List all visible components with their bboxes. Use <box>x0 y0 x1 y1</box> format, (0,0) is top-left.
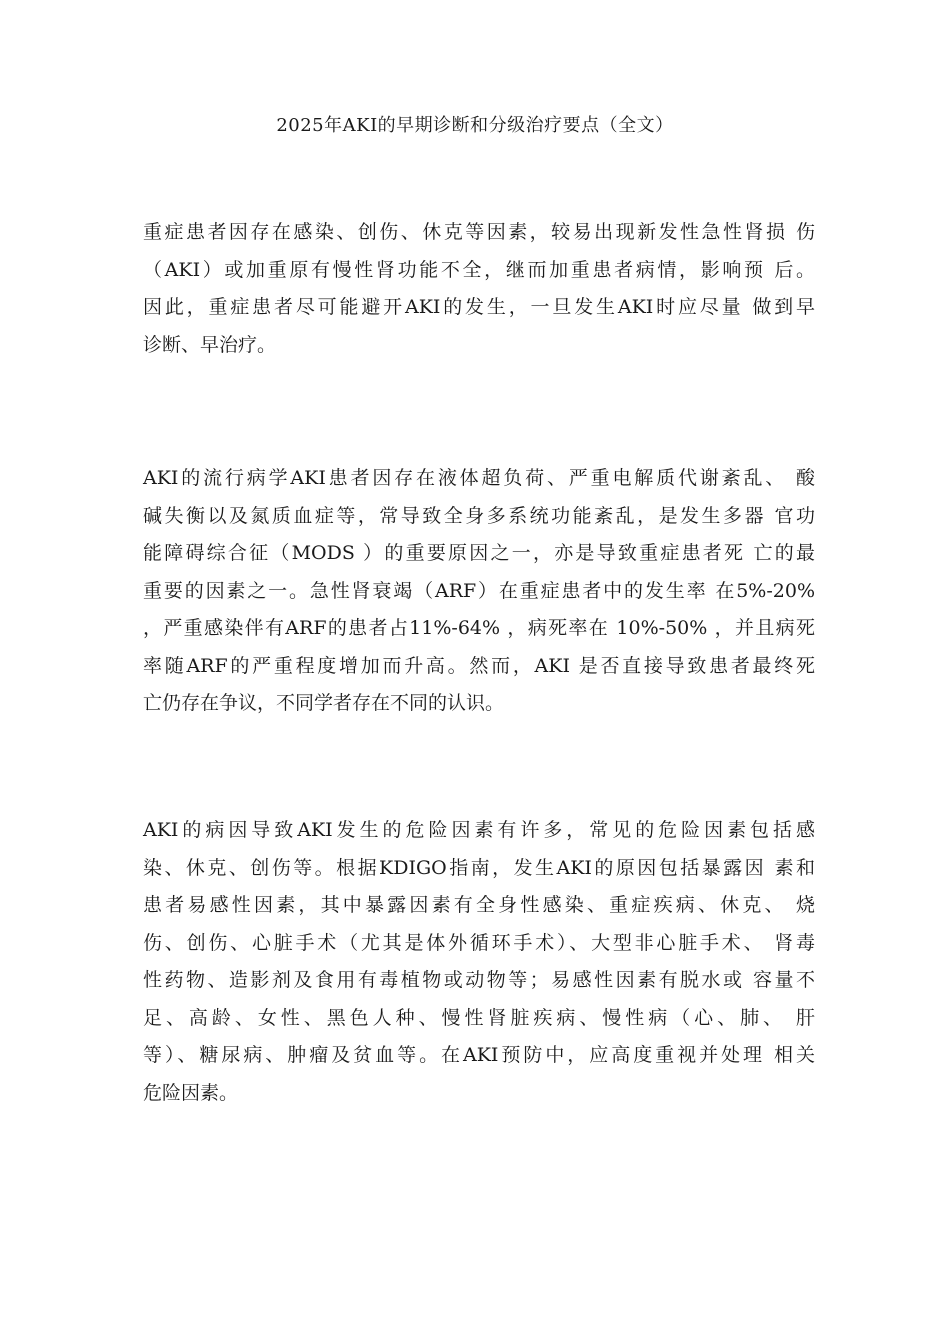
paragraph-line: 危险因素。 <box>143 1081 239 1104</box>
document-title: 2025年AKI的早期诊断和分级治疗要点（全文） <box>276 115 674 136</box>
paragraph-line: 伤、创伤、心脏手术（尤其是体外循环手术）、大型非心脏手术、 肾毒 <box>143 931 815 954</box>
paragraph-line: ，严重感染伴有ARF的患者占11%-64% ，病死率在 10%-50% ，并且病死 <box>143 617 815 639</box>
paragraph-line: 性药物、造影剂及食用有毒植物或动物等；易感性因素有脱水或 容量不 <box>143 969 815 991</box>
paragraph-line: 诊断、早治疗。 <box>143 333 277 356</box>
paragraph-line: 等）、糖尿病、肿瘤及贫血等。在AKI预防中，应高度重视并处理 相关 <box>143 1044 815 1066</box>
paragraph-line: （AKI）或加重原有慢性肾功能不全，继而加重患者病情，影响预 后。 <box>143 258 815 281</box>
paragraph-line: 能障碍综合征（MODS ）的重要原因之一，亦是导致重症患者死 亡的最 <box>143 542 815 564</box>
paragraph-line: 染、休克、创伤等。根据KDIGO指南，发生AKI的原因包括暴露因 素和 <box>143 856 815 879</box>
paragraph-line: 患者易感性因素，其中暴露因素有全身性感染、重症疾病、休克、 烧 <box>143 894 815 916</box>
paragraph-line: 率随ARF的严重程度增加而升高。然而，AKI 是否直接导致患者最终死 <box>143 654 815 677</box>
paragraph-line: 碱失衡以及氮质血症等，常导致全身多系统功能紊乱，是发生多器 官功 <box>143 504 815 527</box>
paragraph-line: 因此，重症患者尽可能避开AKI的发生，一旦发生AKI时应尽量 做到早 <box>143 296 815 318</box>
paragraph-intro <box>143 214 815 364</box>
paragraph-etiology <box>143 812 815 1112</box>
paragraph-epidemiology <box>143 460 815 723</box>
paragraph-line: 足、高龄、女性、黑色人种、慢性肾脏疾病、慢性病（心、肺、 肝 <box>143 1006 815 1029</box>
paragraph-line: 亡仍存在争议，不同学者存在不同的认识。 <box>143 692 505 714</box>
paragraph-line: AKI的流行病学AKI患者因存在液体超负荷、严重电解质代谢紊乱、 酸 <box>143 467 815 489</box>
paragraph-line: AKI的病因导致AKI发生的危险因素有许多，常见的危险因素包括感 <box>143 819 815 841</box>
paragraph-line: 重症患者因存在感染、创伤、休克等因素，较易出现新发性急性肾损 伤 <box>143 221 815 243</box>
paragraph-line: 重要的因素之一。急性肾衰竭（ARF）在重症患者中的发生率 在5%-20% <box>143 579 815 602</box>
